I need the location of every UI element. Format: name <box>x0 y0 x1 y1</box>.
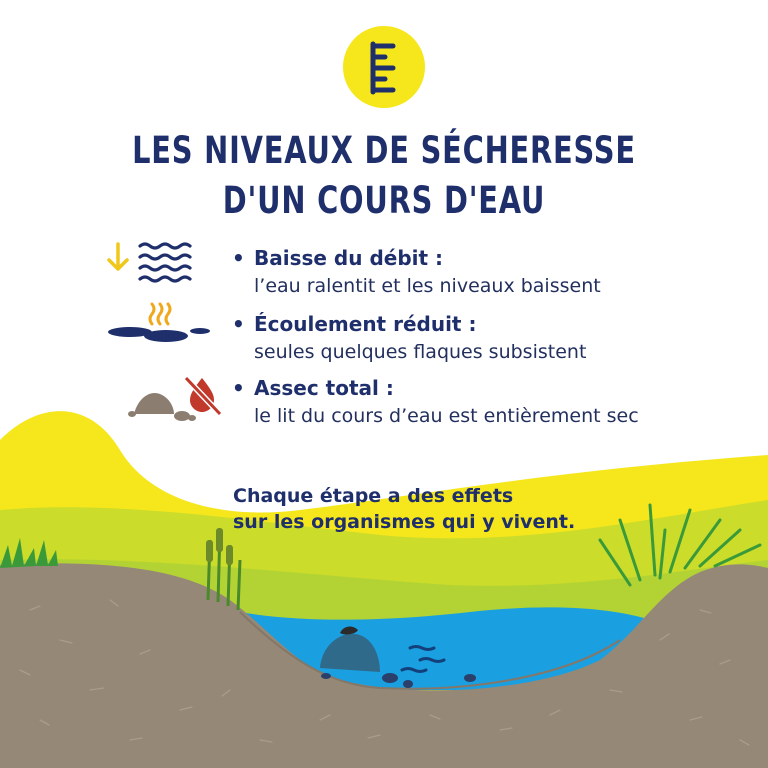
water-waves-icon <box>140 244 190 281</box>
item-heading: Baisse du débit : <box>254 246 444 270</box>
flow-decrease-icon <box>104 238 208 288</box>
title-line-1: LES NIVEAUX DE SÉCHERESSE <box>132 129 636 172</box>
logo-badge <box>343 26 425 108</box>
footer-line-2: sur les organismes qui y vivent. <box>233 511 576 533</box>
no-water-icon <box>186 378 220 414</box>
bullet: • <box>232 312 245 336</box>
item-description: l’eau ralentit et les niveaux baissent <box>254 275 601 297</box>
dry-riverbed-icon <box>128 374 224 424</box>
item-description: seules quelques flaques subsistent <box>254 341 587 363</box>
evaporating-puddles-icon <box>108 302 212 346</box>
bullet: • <box>232 376 245 400</box>
bullet: • <box>232 246 245 270</box>
item-heading: Écoulement réduit : <box>254 312 477 336</box>
title-line-2: D'UN COURS D'EAU <box>222 179 546 222</box>
list-item-baisse <box>232 244 601 300</box>
list-item-assec <box>232 374 639 430</box>
down-arrow-icon <box>109 244 127 269</box>
puddle-icon <box>108 327 210 342</box>
footer-message <box>233 483 575 535</box>
item-description: le lit du cours d’eau est entièrement sec <box>254 405 639 427</box>
steam-icon <box>150 304 170 324</box>
footer-line-1: Chaque étape a des effets <box>233 485 514 507</box>
rock-icon <box>128 393 196 421</box>
list-item-ecoulement <box>232 310 586 366</box>
page-title <box>84 126 683 226</box>
item-heading: Assec total : <box>254 376 394 400</box>
